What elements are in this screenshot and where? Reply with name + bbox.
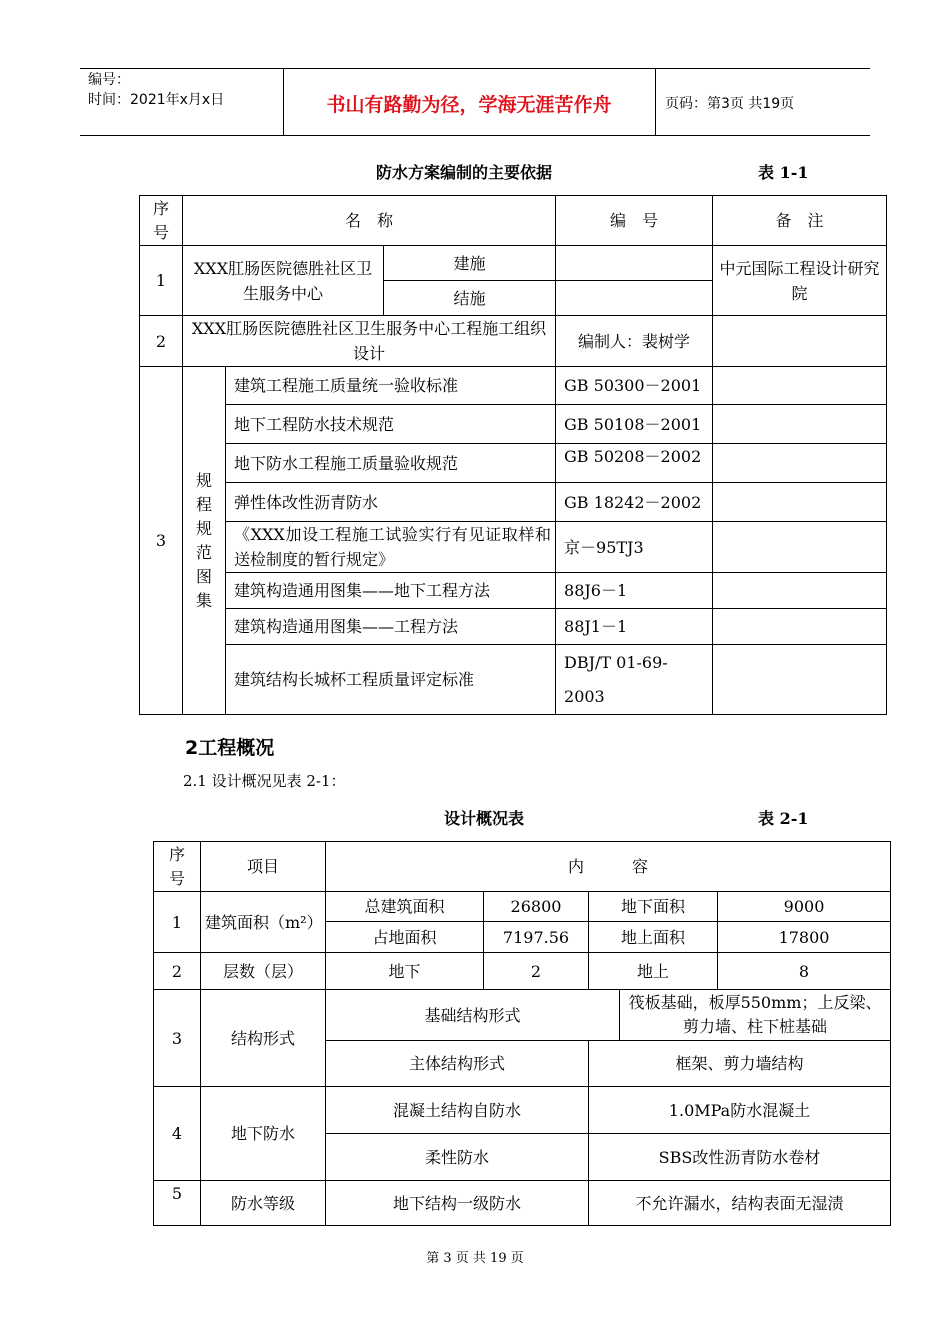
cell-remark [713, 483, 887, 522]
cell-code: GB 50300－2001 [556, 367, 713, 405]
category-label: 规程规范图集 [195, 470, 212, 610]
cell-name: 建筑结构长城杯工程质量评定标准 [226, 645, 556, 715]
cell-name: XXX肛肠医院德胜社区卫生服务中心 [183, 246, 384, 316]
cell-code: 88J1－1 [556, 609, 713, 645]
cell-code [556, 246, 713, 281]
cell-name: 地下防水工程施工质量验收规范 [226, 444, 556, 483]
header-motto: 书山有路勤为径，学海无涯苦作舟 [326, 94, 612, 116]
cell-value: 框架、剪力墙结构 [589, 1041, 891, 1087]
cell-value: 占地面积 [326, 922, 484, 953]
header-cell: 序号 [140, 196, 183, 246]
cell-code: GB 50208－2002 [556, 444, 713, 483]
table2 [153, 841, 891, 1226]
row-number: 3 [154, 990, 201, 1087]
table-row [154, 1181, 891, 1226]
header-cell: 备 注 [713, 196, 887, 246]
cell-value: 地下 [326, 953, 484, 990]
header-top-rule [80, 68, 870, 69]
table-row [140, 573, 887, 609]
table-row [140, 522, 887, 573]
row-number: 2 [154, 953, 201, 990]
row-number: 4 [154, 1087, 201, 1181]
table-row [140, 609, 887, 645]
table-row [154, 953, 891, 990]
cell-sub: 结施 [384, 281, 556, 316]
cell-value: 地下面积 [589, 892, 718, 922]
cell-value: 7197.56 [484, 922, 589, 953]
header-cell: 内 容 [326, 842, 891, 892]
cell-value: 26800 [484, 892, 589, 922]
cell-name: 建筑构造通用图集——工程方法 [226, 609, 556, 645]
cell-value: 地上面积 [589, 922, 718, 953]
cell-remark [713, 522, 887, 573]
row-number: 2 [140, 316, 183, 367]
cell-value: 柔性防水 [326, 1134, 589, 1181]
cell-remark: 编制人：裴树学 [556, 316, 713, 367]
cell-value: 地上 [589, 953, 718, 990]
row-number: 1 [154, 892, 201, 953]
cell-value: 9000 [718, 892, 891, 922]
cell-name: 建筑构造通用图集——地下工程方法 [226, 573, 556, 609]
table1 [139, 195, 887, 715]
table-row [140, 444, 887, 483]
row-number: 3 [140, 367, 183, 715]
cell-value: 17800 [718, 922, 891, 953]
table2-caption: 设计概况表 [444, 809, 525, 828]
header-cell: 项目 [201, 842, 326, 892]
table-row [140, 645, 887, 715]
cell-value: 主体结构形式 [326, 1041, 589, 1087]
cell-value: 总建筑面积 [326, 892, 484, 922]
cell-code: DBJ/T 01-69-2003 [556, 645, 713, 715]
cell-remark: 中元国际工程设计研究院 [713, 246, 887, 316]
cell-item: 防水等级 [201, 1181, 326, 1226]
table-row [140, 196, 887, 246]
cell-remark [713, 609, 887, 645]
cell-value: 地下结构一级防水 [326, 1181, 589, 1226]
table-row [154, 1087, 891, 1134]
header-meta [88, 70, 224, 110]
header-bottom-rule [80, 135, 870, 136]
row-number: 5 [154, 1181, 201, 1226]
header-cell: 编 号 [556, 196, 713, 246]
header-divider [655, 68, 656, 135]
time-label: 时间：2021年x月x日 [88, 92, 225, 108]
number-label: 编号： [88, 72, 130, 88]
cell-name: XXX肛肠医院德胜社区卫生服务中心工程施工组织设计 [183, 316, 556, 367]
cell-code: 88J6－1 [556, 573, 713, 609]
table-row [140, 483, 887, 522]
cell-code [713, 316, 887, 367]
table-row [140, 246, 887, 281]
cell-value: 混凝土结构自防水 [326, 1087, 589, 1134]
row-number: 1 [140, 246, 183, 316]
cell-item: 结构形式 [201, 990, 326, 1087]
cell-item: 地下防水 [201, 1087, 326, 1181]
cell-remark [713, 573, 887, 609]
cell-item: 建筑面积（m²） [201, 892, 326, 953]
cell-code: 京－95TJ3 [556, 522, 713, 573]
section-title: 2工程概况 [185, 737, 275, 759]
cell-value: 基础结构形式 [326, 990, 620, 1041]
cell-value: 8 [718, 953, 891, 990]
cell-remark [713, 367, 887, 405]
header-cell: 名 称 [183, 196, 556, 246]
table-row [154, 892, 891, 922]
table-row [154, 990, 891, 1041]
cell-remark [713, 444, 887, 483]
cell-name: 弹性体改性沥青防水 [226, 483, 556, 522]
cell-value: 筏板基础，板厚550mm；上反梁、剪力墙、柱下桩基础 [620, 990, 891, 1041]
cell-name: 《XXX加设工程施工试验实行有见证取样和送检制度的暂行规定》 [226, 522, 556, 573]
cell-sub: 建施 [384, 246, 556, 281]
cell-remark [713, 645, 887, 715]
cell-value: 不允许漏水，结构表面无湿渍 [589, 1181, 891, 1226]
cell-code: GB 50108－2001 [556, 405, 713, 444]
section-subtitle: 2.1 设计概况见表 2-1： [183, 772, 346, 790]
cell-value: 2 [484, 953, 589, 990]
table-row [140, 316, 887, 367]
cell-name: 地下工程防水技术规范 [226, 405, 556, 444]
header-cell: 序号 [154, 842, 201, 892]
table1-number: 表 1-1 [758, 163, 809, 182]
cell-code: GB 18242－2002 [556, 483, 713, 522]
cell-code [556, 281, 713, 316]
header-page-label: 页码：第3页 共19页 [665, 96, 795, 112]
table-row [140, 405, 887, 444]
cell-item: 层数（层） [201, 953, 326, 990]
cell-remark [713, 405, 887, 444]
table2-number: 表 2-1 [758, 809, 809, 828]
cell-value: 1.0MPa防水混凝土 [589, 1087, 891, 1134]
table-row [154, 842, 891, 892]
cell-name: 建筑工程施工质量统一验收标准 [226, 367, 556, 405]
table1-caption: 防水方案编制的主要依据 [376, 163, 553, 182]
cell-value: SBS改性沥青防水卷材 [589, 1134, 891, 1181]
table-row [140, 367, 887, 405]
category-cell [183, 367, 226, 715]
page-footer: 第 3 页 共 19 页 [426, 1251, 524, 1266]
